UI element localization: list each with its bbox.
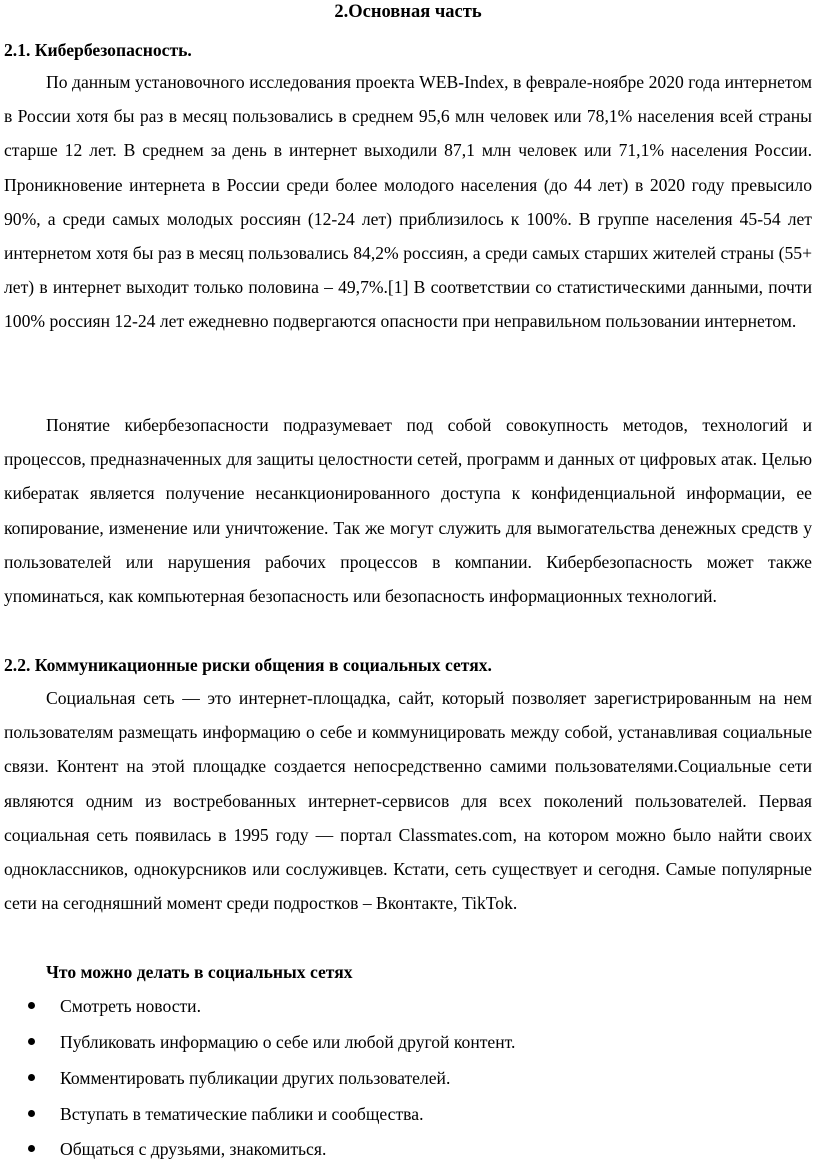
list-item-text: Общаться с друзьями, знакомиться. bbox=[60, 1139, 327, 1159]
paragraph-web-index-stats: По данным установочного исследования проекта WEB-Index, в феврале-ноябре 2020 года интернетом в России хотя бы раз в месяц пользовались в среднем 95,6 млн человек или 78,1% населения всей страны старше 12 лет. В среднем за день в интернет выходили 87,1 млн человек или 71,1% населения России. Проникновение интернета в России среди более молодого населения (до 44 лет) в 2020 году превысило 90%, а среди самых молодых россиян (12-24 лет) приблизилось к 100%. В группе населения 45-54 лет интернетом хотя бы раз в месяц пользовались 84,2% россиян, а среди самых старших жителей страны (55+ лет) в интернет выходит только половина – 49,7%.[1] В соответствии со статистическими данными, почти 100% россиян 12-24 лет ежедневно подвергаются опасности при неправильном пользовании интернетом. bbox=[4, 72, 812, 332]
list-item-text: Смотреть новости. bbox=[60, 996, 201, 1016]
bullet-icon bbox=[28, 1110, 35, 1117]
section-heading-cybersecurity: 2.1. Кибербезопасность. bbox=[4, 40, 192, 60]
paragraph-social-network-definition: Социальная сеть — это интернет-площадка, сайт, который позволяет зарегистрированным на нем пользователям размещать информацию о себе и коммуницировать между собой, устанавливая социальные связи. Контент на этой площадке создается непосредственно самими пользователями.Социальные сети являются одним из востребованных интернет-сервисов для всех поколений пользователей. Первая социальная сеть появилась в 1995 году — портал Classmates.com, на котором можно было найти своих одноклассников, однокурсников или сослуживцев. Кстати, сеть существует и сегодня. Самые популярные сети на сегодняшний момент среди подростков – Вконтакте, TikTok. bbox=[4, 688, 812, 914]
bullet-icon bbox=[28, 1074, 35, 1081]
list-item-text: Вступать в тематические паблики и сообщества. bbox=[60, 1104, 424, 1124]
bullet-icon bbox=[28, 1038, 35, 1045]
list-item-text: Публиковать информацию о себе или любой другой контент. bbox=[60, 1032, 516, 1052]
list-heading: Что можно делать в социальных сетях bbox=[46, 962, 353, 982]
main-title: 2.Основная часть bbox=[334, 2, 482, 22]
bullet-icon bbox=[28, 1002, 35, 1009]
paragraph-cybersecurity-definition: Понятие кибербезопасности подразумевает под собой совокупность методов, технологий и процессов, предназначенных для защиты целостности сетей, программ и данных от цифровых атак. Целью кибератак является получение несанкционированного доступа к конфиденциальной информации, ее копирование, изменение или уничтожение. Так же могут служить для вымогательства денежных средств у пользователей или нарушения рабочих процессов в компании. Кибербезопасность может также упоминаться, как компьютерная безопасность или безопасность информационных технологий. bbox=[4, 415, 812, 607]
section-heading-social-risks: 2.2. Коммуникационные риски общения в социальных сетях. bbox=[4, 655, 492, 675]
bullet-icon bbox=[28, 1145, 35, 1152]
list-item-text: Комментировать публикации других пользователей. bbox=[60, 1068, 451, 1088]
